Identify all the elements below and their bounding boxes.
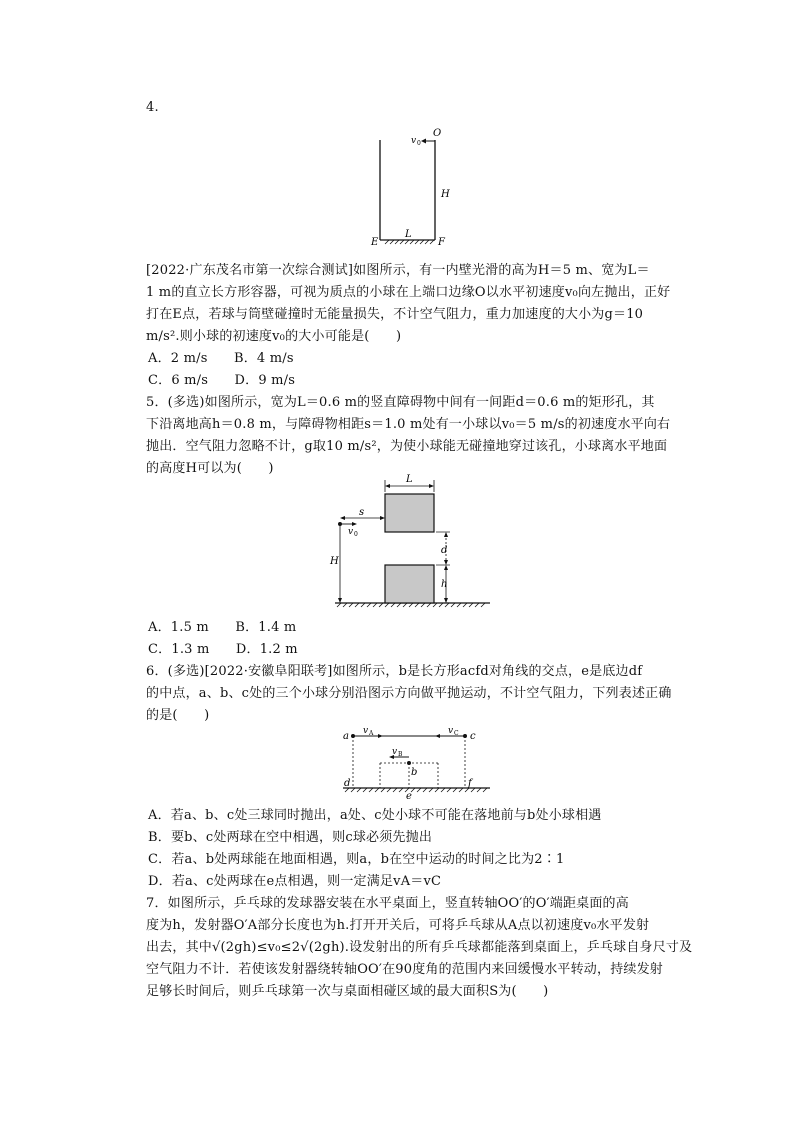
q6-label-c: c <box>470 731 476 742</box>
q5-option-cd: C．1.3 m D．1.2 m <box>148 642 298 657</box>
q5-label-v0-sub: 0 <box>354 531 358 538</box>
q4-label-E: E <box>371 237 379 248</box>
q4-label-F: F <box>438 237 445 248</box>
q5-line-3: 抛出．空气阻力忽略不计，g取10 m/s²，为使小球能无碰撞地穿过该孔，小球离水平地面 <box>146 439 668 454</box>
q4-label-O: O <box>433 128 442 139</box>
q6-label-b: b <box>411 767 418 778</box>
q6-label-d: d <box>344 778 351 789</box>
q6-label-vB-sub: B <box>398 751 403 758</box>
q4-line-2: 1 m的直立长方形容器，可视为质点的小球在上端口边缘O以水平初速度v₀向左抛出，正好 <box>146 285 671 300</box>
q6-label-a: a <box>343 731 349 742</box>
q4-line-4: m/s².则小球的初速度v₀的大小可能是( ) <box>146 329 402 344</box>
q5-label-L: L <box>406 474 413 485</box>
q6-label-vC: v <box>448 726 454 736</box>
q5-option-ab: A．1.5 m B．1.4 m <box>148 620 297 635</box>
q6-line-2: 的中点，a、b、c处的三个小球分别沿图示方向做平抛运动，不计空气阻力，下列表述正确 <box>146 686 672 701</box>
q4-figure-container <box>365 125 480 250</box>
q7-line-1: 7．如图所示，乒乓球的发球器安装在水平桌面上，竖直转轴OO′的O′端距桌面的高 <box>146 896 629 911</box>
q5-line-2: 下沿离地高h＝0.8 m，与障碍物相距s＝1.0 m处有一小球以v₀＝5 m/s的初速度水平向右 <box>146 417 671 432</box>
q7-line-5: 足够长时间后，则乒乓球第一次与桌面相碰区域的最大面积S为( ) <box>146 984 549 999</box>
q4-line-1: [2022·广东茂名市第一次综合测试]如图所示，有一内壁光滑的高为H＝5 m、宽为L＝ <box>146 263 650 278</box>
q6-figure-rectangle <box>335 724 495 800</box>
q6-label-vA: v <box>363 726 369 736</box>
q6-line-3: 的是( ) <box>146 708 210 723</box>
q5-line-1: 5．(多选)如图所示，宽为L＝0.6 m的竖直障碍物中间有一间距d＝0.6 m的矩形孔，其 <box>146 395 655 410</box>
q6-label-e: e <box>406 791 412 800</box>
q5-label-H: H <box>330 556 339 567</box>
q6-line-1: 6．(多选)[2022·安徽阜阳联考]如图所示，b是长方形acfd对角线的交点，e是底边df <box>146 664 643 679</box>
q6-option-b: B．要b、c处两球在空中相遇，则c球必须先抛出 <box>148 830 433 845</box>
q5-label-v0: v <box>348 527 354 537</box>
q4-label-v0: v <box>411 136 417 146</box>
q6-label-vC-sub: C <box>454 730 459 737</box>
q5-label-h: h <box>441 579 448 590</box>
q6-label-f: f <box>468 778 472 789</box>
q5-line-4: 的高度H可以为( ) <box>146 461 274 476</box>
q6-option-d: D．若a、c处两球在e点相遇，则一定满足vA＝vC <box>148 874 442 889</box>
q7-line-2: 度为h，发射器O′A部分长度也为h.打开开关后，可将乒乓球从A点以初速度v₀水平发射 <box>146 918 650 933</box>
q6-label-vB: v <box>392 747 398 757</box>
q6-option-c: C．若a、b处两球能在地面相遇，则a，b在空中运动的时间之比为2∶1 <box>148 852 565 867</box>
q6-option-a: A．若a、b、c处三球同时抛出，a处、c处小球不可能在落地前与b处小球相遇 <box>148 808 602 823</box>
q7-line-4: 空气阻力不计．若使该发射器绕转轴OO′在90度角的范围内来回缓慢水平转动，持续发射 <box>146 962 664 977</box>
q6-label-vA-sub: A <box>369 730 374 737</box>
q7-line-3: 出去，其中√(2gh)≤v₀≤2√(2gh).设发射出的所有乒乓球都能落到桌面上，乒乓球自身尺寸及 <box>146 940 693 955</box>
q5-label-d: d <box>441 545 448 556</box>
q4-option-ab: A．2 m/s B．4 m/s <box>148 351 294 366</box>
q4-number: 4. <box>146 100 159 115</box>
q4-option-cd: C．6 m/s D．9 m/s <box>148 373 296 388</box>
q4-line-3: 打在E点，若球与筒壁碰撞时无能量损失，不计空气阻力，重力加速度的大小为g＝10 <box>146 307 644 322</box>
q4-label-v0-sub: 0 <box>417 140 421 147</box>
q4-label-L: L <box>405 229 412 240</box>
q4-label-H: H <box>441 189 450 200</box>
q5-figure-obstacle <box>325 470 495 612</box>
q5-label-s: s <box>359 507 365 518</box>
